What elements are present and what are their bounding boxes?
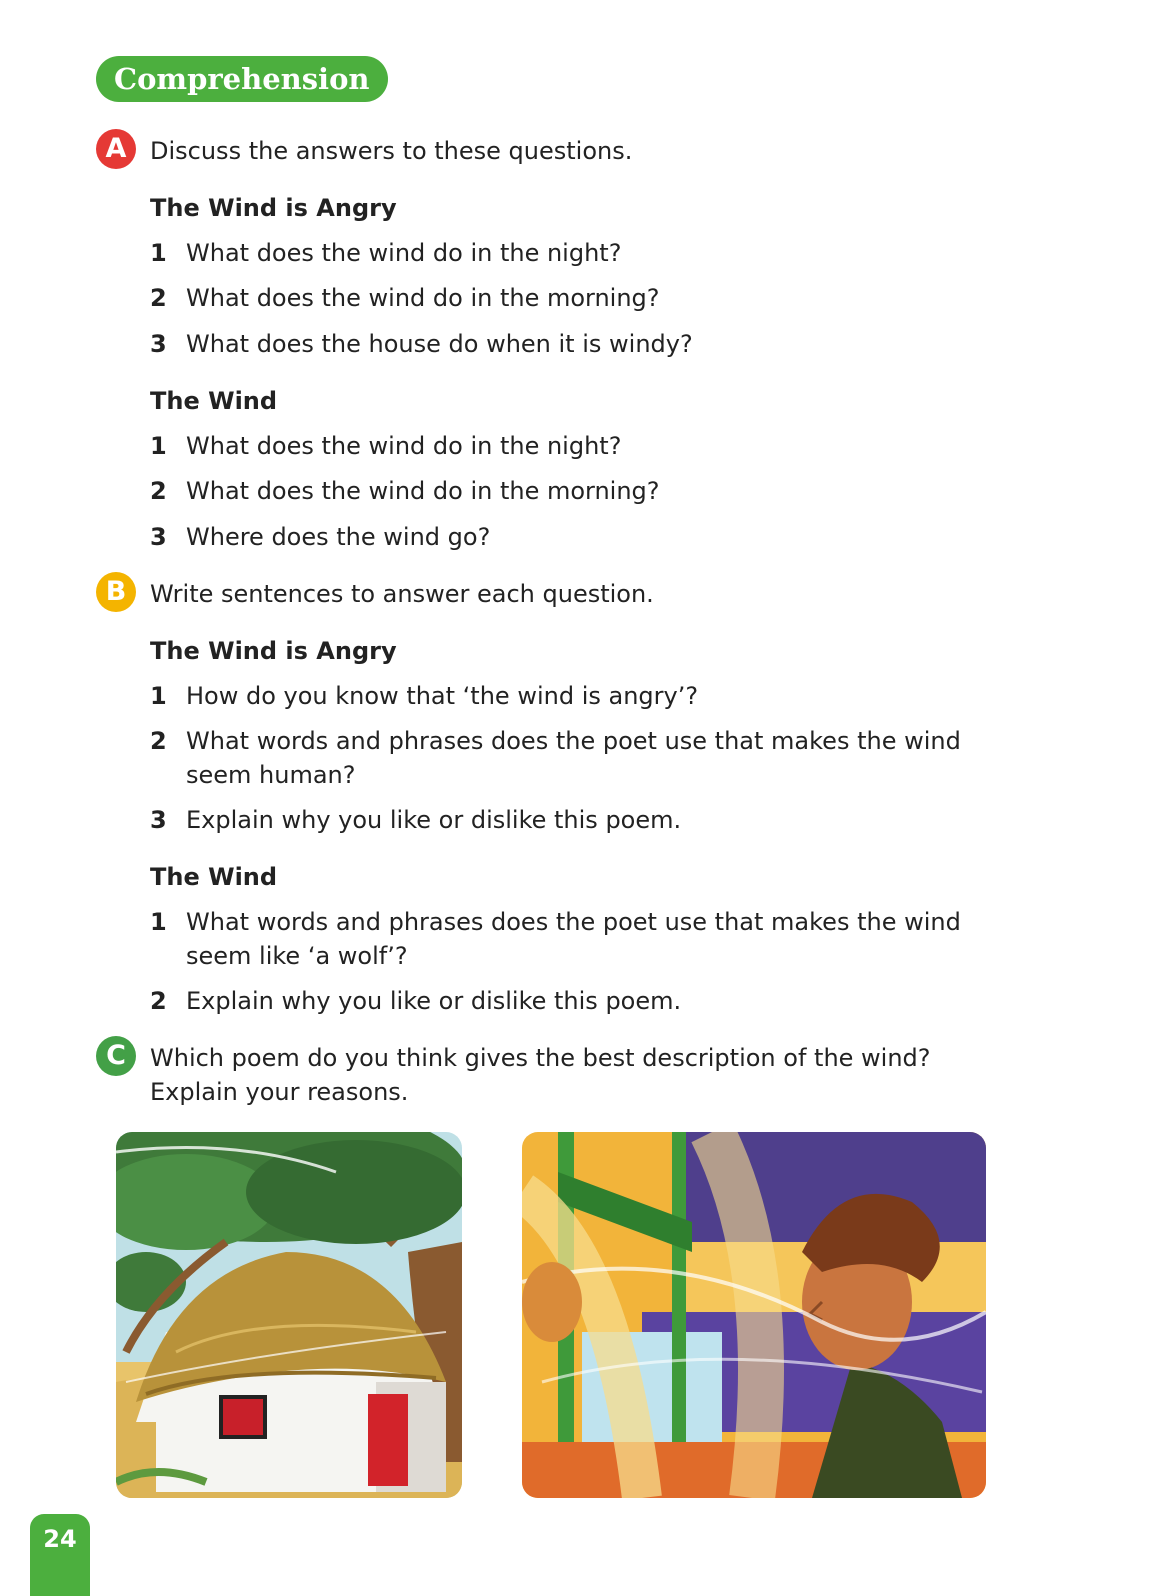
section-a-badge: A (96, 129, 136, 169)
question-text: Explain why you like or dislike this poem. (186, 806, 682, 834)
section-a-instruction: Discuss the answers to these questions. (150, 137, 633, 165)
section-b-poem2-title: The Wind (150, 863, 278, 891)
section-c-badge: C (96, 1036, 136, 1076)
question-text: How do you know that ‘the wind is angry’? (186, 682, 699, 710)
question-number: 1 (150, 239, 167, 267)
question-number: 3 (150, 523, 167, 551)
question-text: Where does the wind go? (186, 523, 491, 551)
question-number: 1 (150, 432, 167, 460)
question-item (150, 803, 1010, 837)
question-number: 2 (150, 727, 167, 755)
section-a-poem1-title: The Wind is Angry (150, 194, 397, 222)
question-number: 2 (150, 477, 167, 505)
section-a-poem2-title: The Wind (150, 387, 278, 415)
page-number: 24 (30, 1514, 90, 1596)
question-item (150, 281, 1010, 315)
question-text: What words and phrases does the poet use that makes the wind seem like ‘a wolf’? (186, 908, 961, 970)
question-text: What does the wind do in the morning? (186, 284, 660, 312)
question-text: What does the wind do in the night? (186, 239, 622, 267)
section-c-instruction: Which poem do you think gives the best description of the wind? Explain your reasons. (150, 1044, 931, 1106)
question-text: What does the wind do in the night? (186, 432, 622, 460)
question-text: What does the house do when it is windy? (186, 330, 693, 358)
section-b-instruction: Write sentences to answer each question. (150, 580, 654, 608)
question-item (150, 905, 980, 973)
question-number: 3 (150, 806, 167, 834)
question-number: 1 (150, 682, 167, 710)
question-number: 3 (150, 330, 167, 358)
question-number: 2 (150, 987, 167, 1015)
question-item (150, 984, 1010, 1018)
section-heading: Comprehension (96, 56, 388, 102)
question-item (150, 429, 1010, 463)
question-item (150, 724, 980, 792)
question-item (150, 327, 1010, 361)
section-b-badge: B (96, 572, 136, 612)
question-item (150, 474, 1010, 508)
question-item (150, 520, 1010, 554)
cottage-illustration (116, 1132, 462, 1498)
question-text: What words and phrases does the poet use that makes the wind seem human? (186, 727, 961, 789)
question-number: 1 (150, 908, 167, 936)
question-item (150, 236, 1010, 270)
boy-window-illustration (522, 1132, 986, 1498)
question-text: What does the wind do in the morning? (186, 477, 660, 505)
question-text: Explain why you like or dislike this poem. (186, 987, 682, 1015)
question-number: 2 (150, 284, 167, 312)
section-b-poem1-title: The Wind is Angry (150, 637, 397, 665)
question-item (150, 679, 1010, 713)
